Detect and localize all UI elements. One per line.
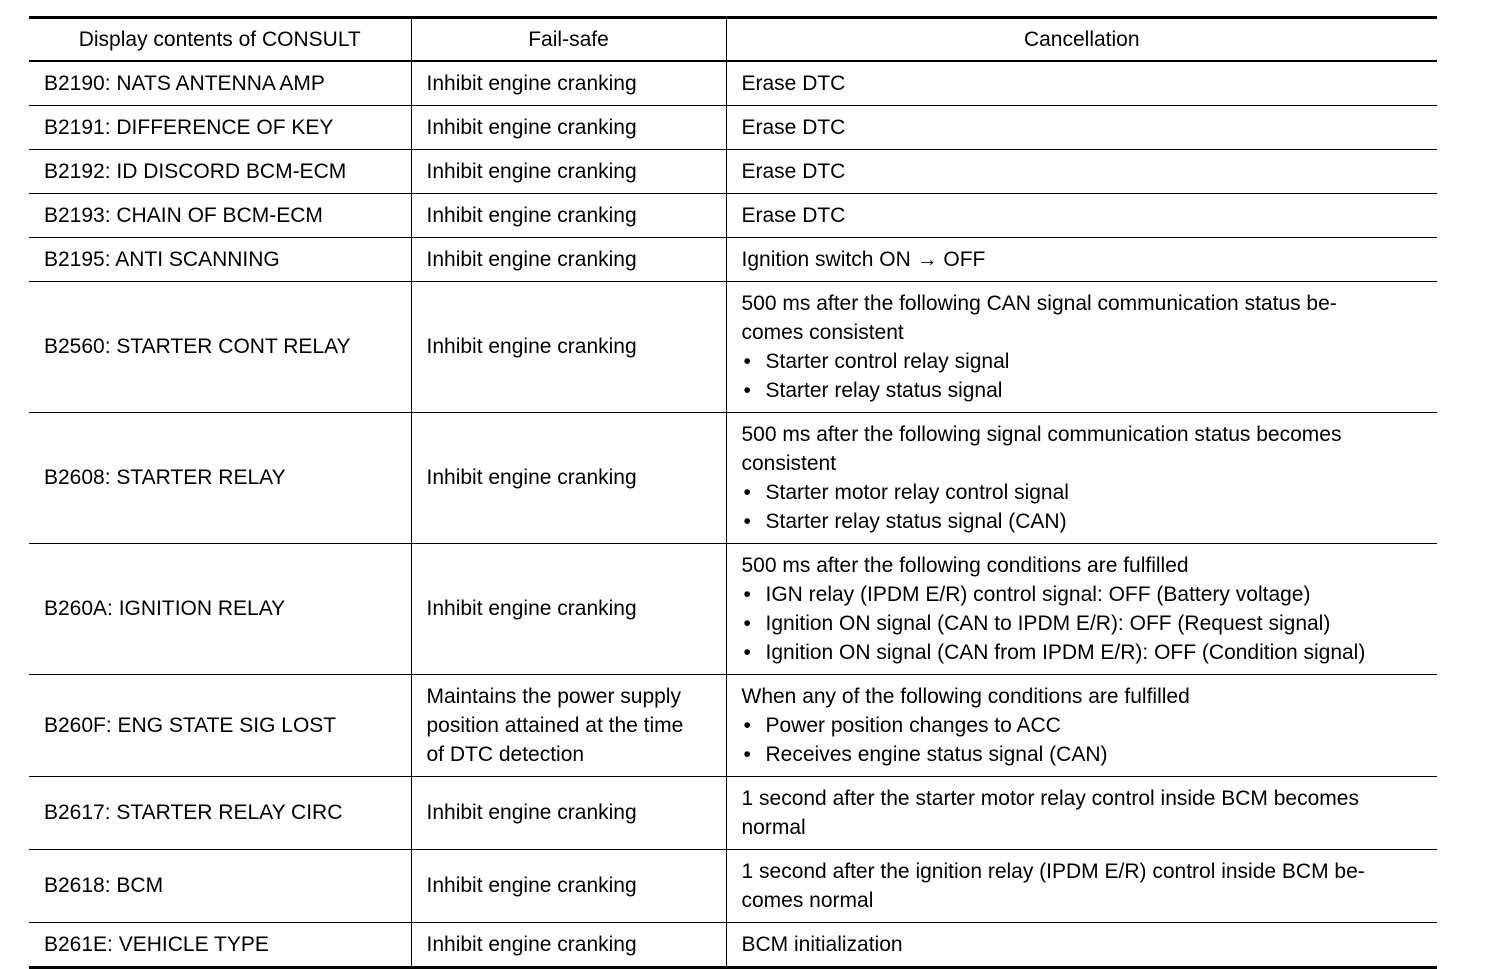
cancellation-cell [726, 282, 1437, 413]
fail-safe-line: Maintains the power supply [426, 684, 681, 708]
table-row [29, 282, 1437, 413]
cancellation-text: normal [741, 815, 806, 839]
fail-safe-cell: Inhibit engine cranking [411, 413, 726, 544]
cancellation-text: Erase DTC [741, 71, 846, 95]
table-row [29, 106, 1437, 150]
cancellation-cell [726, 777, 1437, 850]
table-row [29, 150, 1437, 194]
bullet-marker: • [743, 611, 751, 635]
cancellation-text: 500 ms after the following signal communication status becomes [741, 422, 1342, 446]
cancellation-cell [726, 150, 1437, 194]
dtc-code-cell: B260A: IGNITION RELAY [44, 597, 286, 620]
cancellation-text: comes consistent [741, 320, 904, 344]
bullet-marker: • [743, 640, 751, 664]
dtc-code-cell: B2618: BCM [44, 874, 164, 897]
fail-safe-cell: Inhibit engine cranking [411, 850, 726, 923]
header-display-contents: Display contents of CONSULT [78, 28, 361, 51]
bullet-item: • IGN relay (IPDM E/R) control signal: OFF (Battery voltage) [742, 580, 1430, 609]
bullet-item: • Starter relay status signal [742, 376, 1430, 405]
dtc-code-cell: B2195: ANTI SCANNING [44, 247, 280, 271]
cancellation-text: 1 second after the starter motor relay control inside BCM becomes [741, 786, 1359, 810]
table-row [29, 675, 1437, 777]
dtc-code-cell: B260F: ENG STATE SIG LOST [44, 713, 337, 737]
cancellation-text: When any of the following conditions are fulfilled [741, 684, 1190, 708]
cancellation-text: Erase DTC [741, 115, 846, 139]
cancellation-cell [726, 850, 1437, 923]
cancellation-cell [726, 194, 1437, 238]
fail-safe-cell: Inhibit engine cranking [411, 923, 726, 968]
table-row [29, 194, 1437, 238]
cancellation-text: comes normal [741, 888, 874, 912]
cancellation-cell [726, 238, 1437, 282]
fail-safe-cell [411, 675, 726, 777]
bullet-item: • Receives engine status signal (CAN) [742, 740, 1430, 769]
table-row [29, 923, 1437, 968]
cancellation-text: Erase DTC [741, 203, 846, 227]
table-row [29, 777, 1437, 850]
cancellation-cell [726, 106, 1437, 150]
fail-safe-cell: Inhibit engine cranking [411, 777, 726, 850]
dtc-code-cell: B261E: VEHICLE TYPE [44, 932, 269, 956]
bullet-marker: • [743, 378, 751, 402]
bullet-marker: • [743, 509, 751, 533]
dtc-fail-safe-table [29, 16, 1437, 969]
bullet-item: • Starter motor relay control signal [742, 478, 1430, 507]
dtc-code-cell: B2191: DIFFERENCE OF KEY [44, 115, 334, 139]
bullet-marker: • [743, 349, 751, 373]
cancellation-text: consistent [741, 451, 837, 475]
bullet-marker: • [743, 742, 751, 766]
fail-safe-cell: Inhibit engine cranking [411, 194, 726, 238]
cancellation-cell [726, 544, 1437, 675]
dtc-code-cell: B2617: STARTER RELAY CIRC [44, 801, 343, 824]
cancellation-text: 1 second after the ignition relay (IPDM E/R) control inside BCM be- [741, 859, 1365, 883]
cancellation-text: Erase DTC [741, 159, 846, 183]
fail-safe-cell: Inhibit engine cranking [411, 544, 726, 675]
cancellation-text: BCM initialization [741, 932, 903, 956]
bullet-item: • Ignition ON signal (CAN from IPDM E/R): OFF (Condition signal) [742, 638, 1430, 667]
fail-safe-cell: Inhibit engine cranking [411, 282, 726, 413]
fail-safe-cell: Inhibit engine cranking [411, 106, 726, 150]
cancellation-cell [726, 923, 1437, 968]
header-row [29, 18, 1437, 62]
fail-safe-line: position attained at the time [426, 713, 684, 737]
header-cancellation: Cancellation [726, 18, 1437, 62]
table-row [29, 238, 1437, 282]
header-fail-safe: Fail-safe [411, 18, 726, 62]
cancellation-text: 500 ms after the following conditions are fulfilled [741, 553, 1189, 577]
bullet-item: • Starter control relay signal [742, 347, 1430, 376]
fail-safe-cell: Inhibit engine cranking [411, 238, 726, 282]
dtc-code-cell: B2190: NATS ANTENNA AMP [44, 71, 325, 95]
table-row [29, 850, 1437, 923]
fail-safe-cell: Inhibit engine cranking [411, 61, 726, 106]
bullet-marker: • [743, 713, 751, 737]
dtc-code-cell: B2193: CHAIN OF BCM-ECM [44, 203, 323, 227]
cancellation-text: 500 ms after the following CAN signal communication status be- [741, 291, 1337, 315]
fail-safe-cell: Inhibit engine cranking [411, 150, 726, 194]
table-row [29, 544, 1437, 675]
dtc-code-cell: B2608: STARTER RELAY [44, 466, 286, 489]
dtc-code-cell: B2560: STARTER CONT RELAY [44, 335, 351, 358]
bullet-item: • Power position changes to ACC [742, 711, 1430, 740]
fail-safe-line: of DTC detection [426, 742, 585, 766]
table-row [29, 413, 1437, 544]
bullet-marker: • [743, 480, 751, 504]
bullet-item: • Ignition ON signal (CAN to IPDM E/R): OFF (Request signal) [742, 609, 1430, 638]
bullet-marker: • [743, 582, 751, 606]
dtc-code-cell: B2192: ID DISCORD BCM-ECM [44, 159, 347, 183]
cancellation-cell [726, 675, 1437, 777]
cancellation-text: Ignition switch ON → OFF [741, 247, 986, 271]
cancellation-cell [726, 61, 1437, 106]
table-row [29, 61, 1437, 106]
bullet-item: • Starter relay status signal (CAN) [742, 507, 1430, 536]
cancellation-cell [726, 413, 1437, 544]
